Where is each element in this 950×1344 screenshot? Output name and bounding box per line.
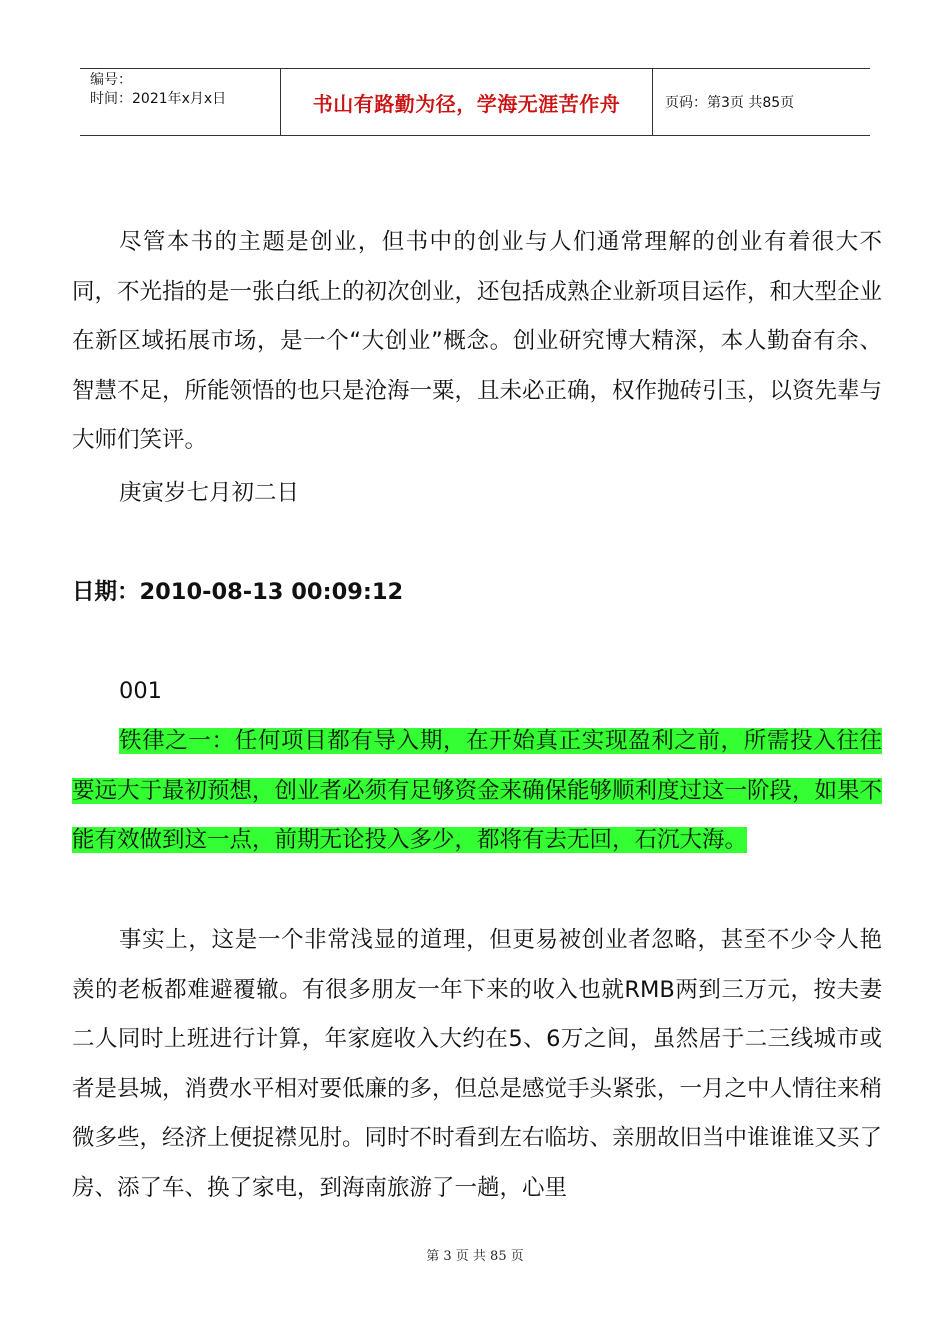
page-footer: 第 3 页 共 85 页 xyxy=(426,1249,524,1264)
signoff-date: 庚寅岁七月初二日 xyxy=(119,480,300,506)
document-time: 时间：2021年x月x日 xyxy=(90,91,227,107)
intro-paragraph: 尽管本书的主题是创业，但书中的创业与人们通常理解的创业有着很大不同，不光指的是一张白纸上的初次创业，还包括成熟企业新项目运作，和大型企业在新区域拓展市场，是一个“大创业”概念。创业研究博大精深，本人勤奋有余、智慧不足，所能领悟的也只是沧海一粟，且未必正确，权作抛砖引玉，以资先辈与大师们笑评。 xyxy=(72,229,883,453)
entry-date: 日期：2010-08-13 00:09:12 xyxy=(72,579,404,605)
section-number: 001 xyxy=(119,678,162,704)
body-paragraph: 事实上，这是一个非常浅显的道理，但更易被创业者忽略，甚至不少令人艳羡的老板都难避覆辙。有很多朋友一年下来的收入也就RMB两到三万元，按夫妻二人同时上班进行计算，年家庭收入大约在5、6万之间，虽然居于二三线城市或者是县城，消费水平相对要低廉的多，但总是感觉手头紧张，一月之中人情往来稍微多些，经济上便捉襟见肘。同时不时看到左右临坊、亲朋故旧当中谁谁谁又买了房、添了车、换了家电，到海南旅游了一趟，心里 xyxy=(72,927,883,1201)
header-motto: 书山有路勤为径，学海无涯苦作舟 xyxy=(280,69,653,135)
header-table xyxy=(80,68,870,136)
header-meta xyxy=(80,69,280,135)
rule-paragraph xyxy=(72,717,882,866)
highlighted-rule-text: 铁律之一：任何项目都有导入期，在开始真正实现盈利之前，所需投入往往要远大于最初预想，创业者必须有足够资金来确保能够顺利度过这一阶段，如果不能有效做到这一点，前期无论投入多少，都将有去无回，石沉大海。 xyxy=(72,728,883,853)
header-page-info: 页码：第3页 共85页 xyxy=(665,95,795,111)
document-number: 编号： xyxy=(90,72,132,88)
